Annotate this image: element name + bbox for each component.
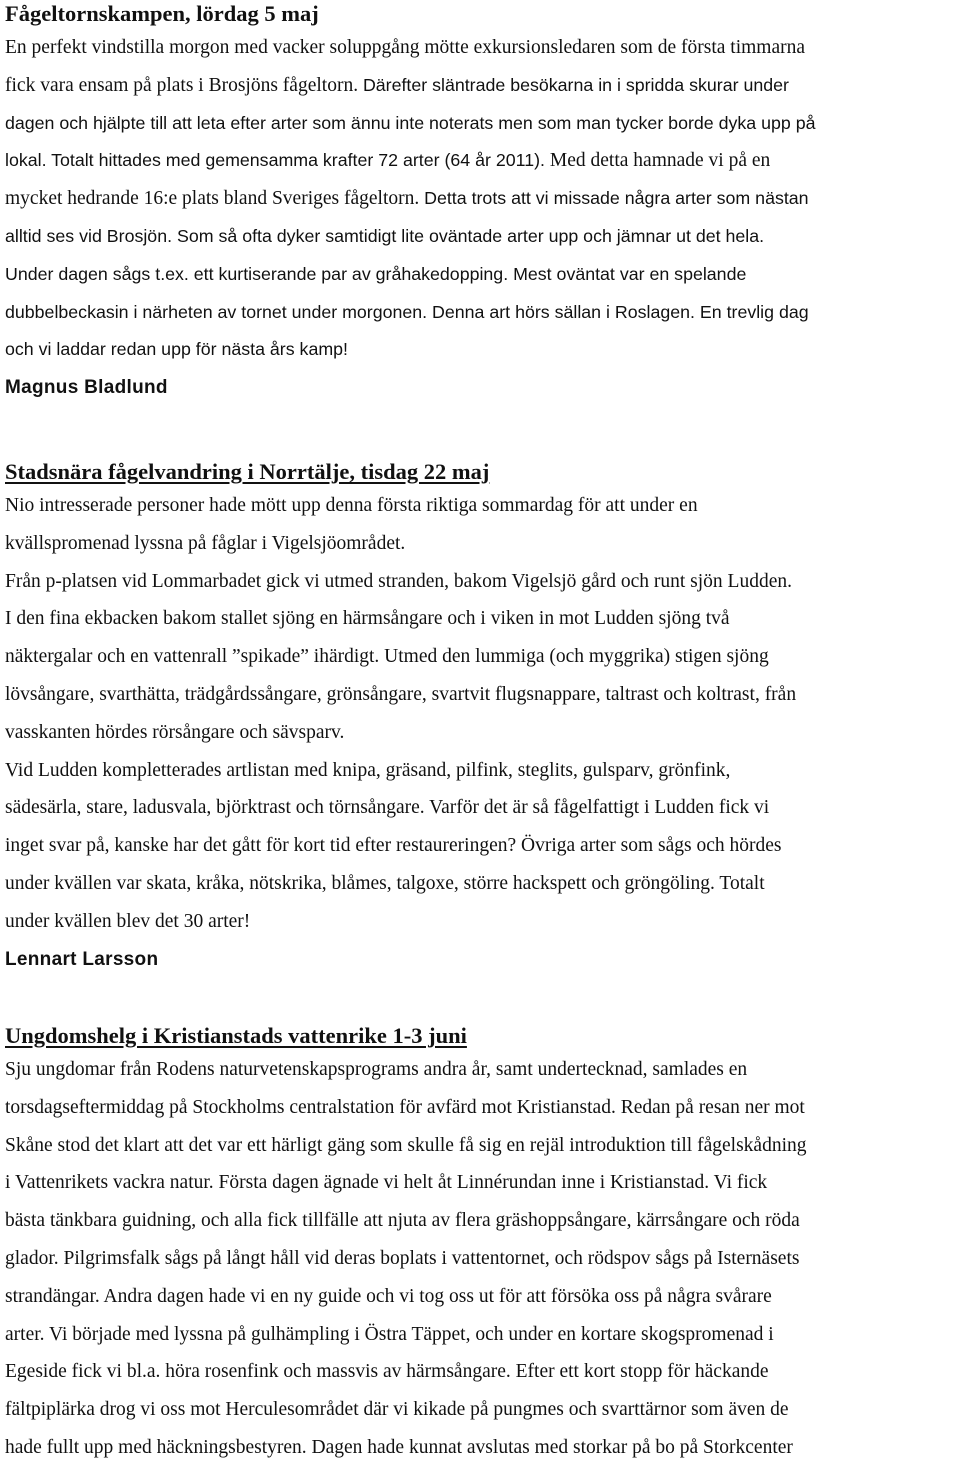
text-segment: Mest oväntat var en spelande (513, 263, 747, 284)
text-segment: I den fina ekbacken bakom stallet sjöng en härmsångare och i viken in mot Ludden sjöng två (5, 608, 730, 630)
text-line (5, 331, 955, 369)
text-line (5, 1316, 955, 1354)
text-segment: fältpiplärka drog vi oss mot Herculesområdet där vi kikade på pungmes och svarttärnor som även de (5, 1399, 789, 1421)
text-segment: Egeside fick vi bl.a. höra rosenfink och massvis av härmsångare. Efter ett kort stopp för häckande (5, 1361, 769, 1383)
text-segment: dagen och hjälpte till att leta efter arter som ännu inte noterats men som man tycker borde dyka upp på (5, 112, 816, 133)
text-segment: arter. Vi började med lyssna på gulhämpling i Östra Täppet, och under en kortare skogspromenad i (5, 1323, 774, 1345)
text-line (5, 1089, 955, 1127)
text-line (5, 1278, 955, 1316)
article-title: Stadsnära fågelvandring i Norrtälje, tisdag 22 maj (5, 459, 490, 484)
text-line (5, 218, 955, 256)
text-segment: En trevlig dag (699, 301, 809, 322)
text-segment: Därefter släntrade besökarna in i spridda skurar under (362, 74, 789, 95)
text-line (5, 638, 955, 676)
text-segment: Sju ungdomar från Rodens naturvetenskapsprograms andra år, samt undertecknad, samlades en (5, 1059, 748, 1080)
text-segment: mycket hedrande 16:e plats bland Sveriges fågeltorn. (5, 188, 425, 210)
text-line (5, 256, 955, 294)
text-line (5, 67, 955, 105)
text-segment: kvällspromenad lyssna på fåglar i Vigelsjöområdet. (5, 532, 406, 554)
text-segment: näktergalar och en vattenrall ”spikade” ihärdigt. Utmed den lummiga (och myggrika) stigen sjöng (5, 646, 769, 668)
text-line (5, 1051, 955, 1089)
text-segment: vasskanten hördes rörsångare och sävsparv. (5, 721, 345, 743)
text-segment: Under dagen sågs t.ex. ett kurtiserande par av gråhakedopping. (5, 263, 514, 284)
text-segment: Som så ofta dyker samtidigt lite oväntade arter upp och jämnar ut det hela. (176, 225, 765, 246)
text-segment: alltid ses vid Brosjön. (5, 225, 177, 246)
text-segment: Skåne stod det klart att det var ett härligt gäng som skulle få sig en rejäl introduktion till fågelskådning (5, 1134, 807, 1156)
text-segment: bästa tänkbara guidning, och alla fick tillfälle att njuta av flera gräshoppsångare, kärrsångare och röda (5, 1210, 800, 1232)
text-line (5, 827, 955, 865)
text-segment: Med detta hamnade vi på en (549, 150, 771, 172)
text-segment: Nio intresserade personer hade mött upp denna första riktiga sommardag för att under en (5, 495, 698, 516)
text-segment: sädesärla, stare, ladusvala, björktrast och törnsångare. Varför det är så fågelfattigt i Ludden fick vi (5, 797, 770, 819)
text-segment: dubbelbeckasin i närheten av tornet under morgonen. Denna art hörs sällan i Roslagen. (5, 301, 700, 322)
text-segment: Detta trots att vi missade några arter som nästan (424, 188, 809, 209)
text-segment: strandängar. Andra dagen hade vi en ny guide och vi tog oss ut för att försöka oss på några svårare (5, 1285, 772, 1307)
text-line (5, 714, 955, 752)
text-line (5, 1164, 955, 1202)
article-author: Lennart Larsson (5, 948, 159, 970)
text-segment: fick vara ensam på plats i Brosjöns fågeltorn. (5, 74, 363, 96)
text-segment: och vi laddar redan upp för nästa års kamp! (5, 339, 348, 360)
article-title: Ungdomshelg i Kristianstads vattenrike 1-3 juni (5, 1023, 467, 1048)
text-line (5, 1429, 955, 1467)
text-line (5, 1127, 955, 1165)
text-segment: under kvällen blev det 30 arter! (5, 910, 251, 932)
text-segment: i Vattenrikets vackra natur. Första dagen ägnade vi helt åt Linnérundan inne i Kristianstad. Vi fick (5, 1172, 768, 1194)
text-line (5, 105, 955, 143)
text-segment: En perfekt vindstilla morgon med vacker soluppgång mötte exkursionsledaren som de första timmarna (5, 37, 806, 58)
text-line (5, 865, 955, 903)
text-segment: lövsångare, svarthätta, trädgårdssångare, grönsångare, svartvit flugsnappare, taltrast och koltrast, från (5, 683, 797, 705)
text-line (5, 1353, 955, 1391)
article-3 (5, 1022, 955, 1467)
text-segment: hade fullt upp med häckningsbestyren. Dagen hade kunnat avslutas med storkar på bo på Storkcenter (5, 1436, 793, 1458)
text-line (5, 1202, 955, 1240)
text-line (5, 180, 955, 218)
text-line (5, 487, 955, 525)
text-segment: inget svar på, kanske har det gått för kort tid efter restaureringen? Övriga arter som sågs och hördes (5, 835, 782, 857)
text-line (5, 1391, 955, 1429)
article-author: Magnus Bladlund (5, 377, 168, 399)
text-line (5, 294, 955, 332)
text-line (5, 600, 955, 638)
text-line (5, 789, 955, 827)
text-line (5, 903, 955, 941)
article-2 (5, 458, 955, 978)
text-line (5, 1240, 955, 1278)
text-line (5, 563, 955, 601)
text-segment: Vid Ludden kompletterades artlistan med knipa, gräsand, pilfink, steglits, gulsparv, grönfink, (5, 759, 731, 781)
text-line (5, 676, 955, 714)
text-segment: lokal. Totalt hittades med gemensamma krafter 72 arter (64 år 2011). (5, 150, 550, 171)
article-body (5, 29, 955, 369)
text-line (5, 142, 955, 180)
article-title: Fågeltornskampen, lördag 5 maj (5, 1, 319, 26)
article-body (5, 487, 955, 941)
article-body (5, 1051, 955, 1467)
text-segment: glador. Pilgrimsfalk sågs på långt håll vid deras boplats i vattentornet, och rödspov sågs på Isternäsets (5, 1247, 800, 1269)
article-1 (5, 0, 955, 407)
text-line (5, 525, 955, 563)
text-line (5, 752, 955, 790)
text-segment: under kvällen var skata, kråka, nötskrika, blåmes, talgoxe, större hackspett och gröngöling. Totalt (5, 872, 765, 894)
text-segment: Från p-platsen vid Lommarbadet gick vi utmed stranden, bakom Vigelsjö gård och runt sjön Ludden. (5, 570, 792, 592)
text-line (5, 29, 955, 67)
text-segment: torsdagseftermiddag på Stockholms centralstation för avfärd mot Kristianstad. Redan på resan ner mot (5, 1096, 805, 1118)
